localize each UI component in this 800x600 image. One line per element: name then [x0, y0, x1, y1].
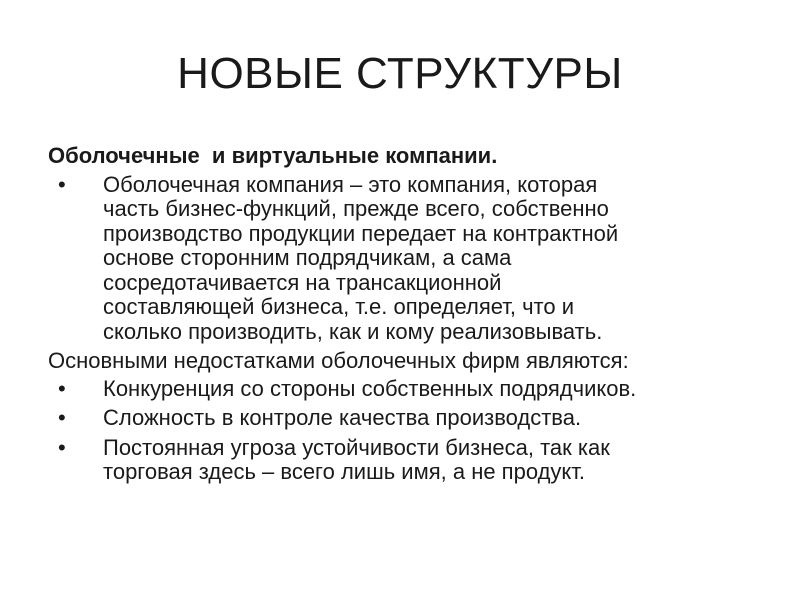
list-item-line: сосредотачивается на трансакционной — [103, 269, 502, 295]
list-item-line: сколько производить, как и кому реализовывать. — [103, 318, 603, 344]
disadvantages-list — [48, 377, 768, 485]
slide-title: НОВЫЕ СТРУКТУРЫ — [177, 49, 623, 98]
list-item-line: производство продукции передает на контрактной — [103, 220, 619, 246]
list-item — [48, 377, 768, 402]
list-item-line: основе сторонним подрядчикам, а сама — [103, 245, 512, 270]
list-item — [48, 406, 768, 431]
list-item-line: Конкуренция со стороны собственных подрядчиков. — [103, 375, 637, 401]
list-item — [48, 173, 768, 345]
list-item-line: Постоянная угроза устойчивости бизнеса, так как — [103, 434, 610, 460]
list-item-line: Оболочечная компания – это компания, которая — [103, 171, 598, 197]
list-item-line: Сложность в контроле качества производства. — [103, 405, 582, 430]
bullet-icon: • — [58, 405, 66, 430]
bullet-icon: • — [58, 434, 66, 460]
bullet-icon: • — [58, 171, 66, 197]
section-subheading: Оболочечные и виртуальные компании. — [48, 143, 498, 168]
disadvantages-intro: Основными недостатками оболочечных фирм являются: — [48, 348, 629, 373]
list-item-line: составляющей бизнеса, т.е. определяет, что и — [103, 294, 575, 319]
list-item-line: торговая здесь – всего лишь имя, а не продукт. — [103, 459, 586, 484]
slide-content — [48, 144, 768, 490]
bullet-icon: • — [58, 375, 66, 401]
definition-list — [48, 173, 768, 345]
list-item — [48, 436, 768, 485]
list-item-line: часть бизнес-функций, прежде всего, собственно — [103, 196, 609, 221]
